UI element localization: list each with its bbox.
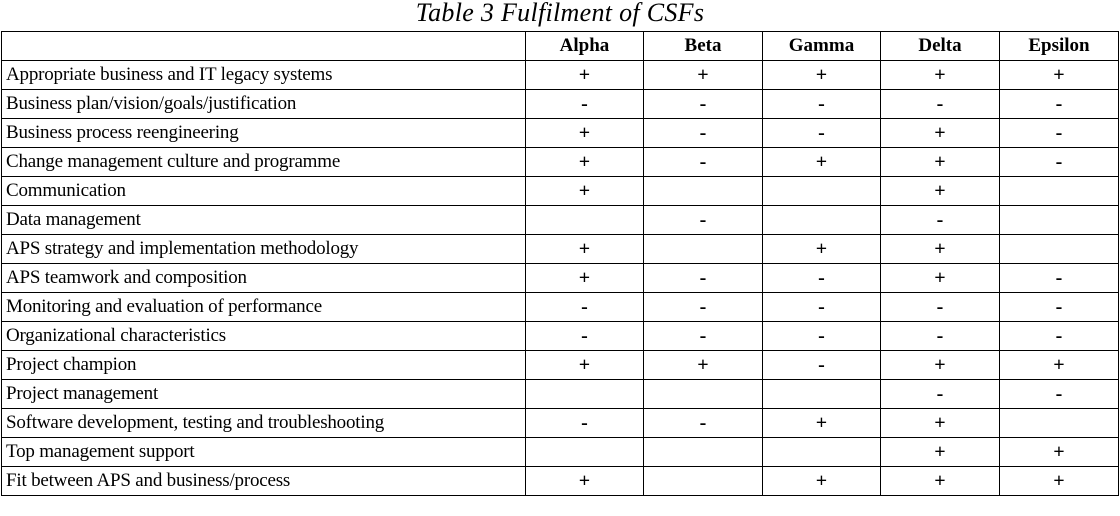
cell-epsilon: - bbox=[1000, 264, 1119, 293]
cell-delta: + bbox=[881, 438, 1000, 467]
row-label: Change management culture and programme bbox=[2, 148, 526, 177]
cell-gamma: + bbox=[763, 235, 881, 264]
cell-epsilon: - bbox=[1000, 380, 1119, 409]
row-label: Organizational characteristics bbox=[2, 322, 526, 351]
cell-gamma: - bbox=[763, 119, 881, 148]
cell-delta: - bbox=[881, 293, 1000, 322]
table-row bbox=[2, 293, 1119, 322]
row-label: Data management bbox=[2, 206, 526, 235]
cell-gamma: - bbox=[763, 351, 881, 380]
row-label: Software development, testing and troubleshooting bbox=[2, 409, 526, 438]
table-caption: Table 3 Fulfilment of CSFs bbox=[415, 0, 705, 27]
table-row bbox=[2, 380, 1119, 409]
header-cell-beta: Beta bbox=[644, 32, 763, 61]
cell-delta: + bbox=[881, 264, 1000, 293]
cell-epsilon: + bbox=[1000, 438, 1119, 467]
cell-delta: + bbox=[881, 409, 1000, 438]
cell-epsilon bbox=[1000, 206, 1119, 235]
cell-alpha bbox=[526, 206, 644, 235]
table-row bbox=[2, 119, 1119, 148]
cell-alpha: + bbox=[526, 235, 644, 264]
cell-epsilon: - bbox=[1000, 148, 1119, 177]
cell-delta: + bbox=[881, 177, 1000, 206]
cell-alpha: + bbox=[526, 351, 644, 380]
cell-alpha: + bbox=[526, 61, 644, 90]
cell-delta: + bbox=[881, 148, 1000, 177]
cell-alpha bbox=[526, 380, 644, 409]
cell-beta: + bbox=[644, 61, 763, 90]
table-row bbox=[2, 409, 1119, 438]
header-cell-epsilon: Epsilon bbox=[1000, 32, 1119, 61]
cell-epsilon: + bbox=[1000, 61, 1119, 90]
cell-beta: - bbox=[644, 293, 763, 322]
header-cell-csf bbox=[2, 32, 526, 61]
cell-delta: + bbox=[881, 235, 1000, 264]
cell-gamma: + bbox=[763, 148, 881, 177]
cell-delta: + bbox=[881, 351, 1000, 380]
header-cell-alpha: Alpha bbox=[526, 32, 644, 61]
row-label: Fit between APS and business/process bbox=[2, 467, 526, 496]
cell-gamma: + bbox=[763, 467, 881, 496]
table-row bbox=[2, 206, 1119, 235]
cell-epsilon: - bbox=[1000, 293, 1119, 322]
cell-delta: + bbox=[881, 119, 1000, 148]
table-row bbox=[2, 322, 1119, 351]
cell-beta: + bbox=[644, 351, 763, 380]
cell-alpha: - bbox=[526, 322, 644, 351]
cell-epsilon: - bbox=[1000, 322, 1119, 351]
cell-epsilon: + bbox=[1000, 351, 1119, 380]
cell-alpha: + bbox=[526, 177, 644, 206]
cell-gamma: + bbox=[763, 409, 881, 438]
cell-delta: - bbox=[881, 322, 1000, 351]
row-label: Communication bbox=[2, 177, 526, 206]
cell-beta bbox=[644, 467, 763, 496]
row-label: Business plan/vision/goals/justification bbox=[2, 90, 526, 119]
row-label: APS teamwork and composition bbox=[2, 264, 526, 293]
header-cell-delta: Delta bbox=[881, 32, 1000, 61]
cell-beta bbox=[644, 177, 763, 206]
cell-alpha: + bbox=[526, 119, 644, 148]
cell-gamma: - bbox=[763, 90, 881, 119]
row-label: Project management bbox=[2, 380, 526, 409]
cell-gamma: - bbox=[763, 264, 881, 293]
table-row bbox=[2, 264, 1119, 293]
cell-delta: - bbox=[881, 90, 1000, 119]
cell-epsilon: + bbox=[1000, 467, 1119, 496]
row-label: Top management support bbox=[2, 438, 526, 467]
table-row bbox=[2, 90, 1119, 119]
cell-beta: - bbox=[644, 90, 763, 119]
cell-beta: - bbox=[644, 322, 763, 351]
cell-gamma bbox=[763, 206, 881, 235]
row-label: APS strategy and implementation methodology bbox=[2, 235, 526, 264]
table-row bbox=[2, 467, 1119, 496]
table-row bbox=[2, 438, 1119, 467]
cell-beta: - bbox=[644, 264, 763, 293]
header-cell-gamma: Gamma bbox=[763, 32, 881, 61]
cell-delta: - bbox=[881, 206, 1000, 235]
row-label: Appropriate business and IT legacy systems bbox=[2, 61, 526, 90]
cell-beta: - bbox=[644, 148, 763, 177]
cell-alpha: - bbox=[526, 293, 644, 322]
cell-delta: - bbox=[881, 380, 1000, 409]
cell-alpha: + bbox=[526, 148, 644, 177]
cell-gamma bbox=[763, 438, 881, 467]
cell-beta: - bbox=[644, 206, 763, 235]
table-row bbox=[2, 351, 1119, 380]
cell-beta bbox=[644, 438, 763, 467]
table-row bbox=[2, 148, 1119, 177]
header-row bbox=[2, 32, 1119, 61]
row-label: Business process reengineering bbox=[2, 119, 526, 148]
row-label: Project champion bbox=[2, 351, 526, 380]
cell-epsilon bbox=[1000, 177, 1119, 206]
cell-alpha: - bbox=[526, 90, 644, 119]
table-row bbox=[2, 177, 1119, 206]
row-label: Monitoring and evaluation of performance bbox=[2, 293, 526, 322]
cell-delta: + bbox=[881, 467, 1000, 496]
cell-gamma: + bbox=[763, 61, 881, 90]
cell-beta: - bbox=[644, 119, 763, 148]
cell-epsilon bbox=[1000, 235, 1119, 264]
cell-gamma: - bbox=[763, 322, 881, 351]
cell-epsilon: - bbox=[1000, 119, 1119, 148]
cell-epsilon bbox=[1000, 409, 1119, 438]
cell-gamma bbox=[763, 380, 881, 409]
cell-beta bbox=[644, 235, 763, 264]
cell-alpha: + bbox=[526, 264, 644, 293]
cell-alpha bbox=[526, 438, 644, 467]
cell-epsilon: - bbox=[1000, 90, 1119, 119]
cell-alpha: + bbox=[526, 467, 644, 496]
cell-beta: - bbox=[644, 409, 763, 438]
cell-delta: + bbox=[881, 61, 1000, 90]
csf-fulfilment-table bbox=[1, 31, 1119, 496]
cell-gamma bbox=[763, 177, 881, 206]
cell-gamma: - bbox=[763, 293, 881, 322]
cell-alpha: - bbox=[526, 409, 644, 438]
cell-beta bbox=[644, 380, 763, 409]
table-row bbox=[2, 61, 1119, 90]
table-row bbox=[2, 235, 1119, 264]
